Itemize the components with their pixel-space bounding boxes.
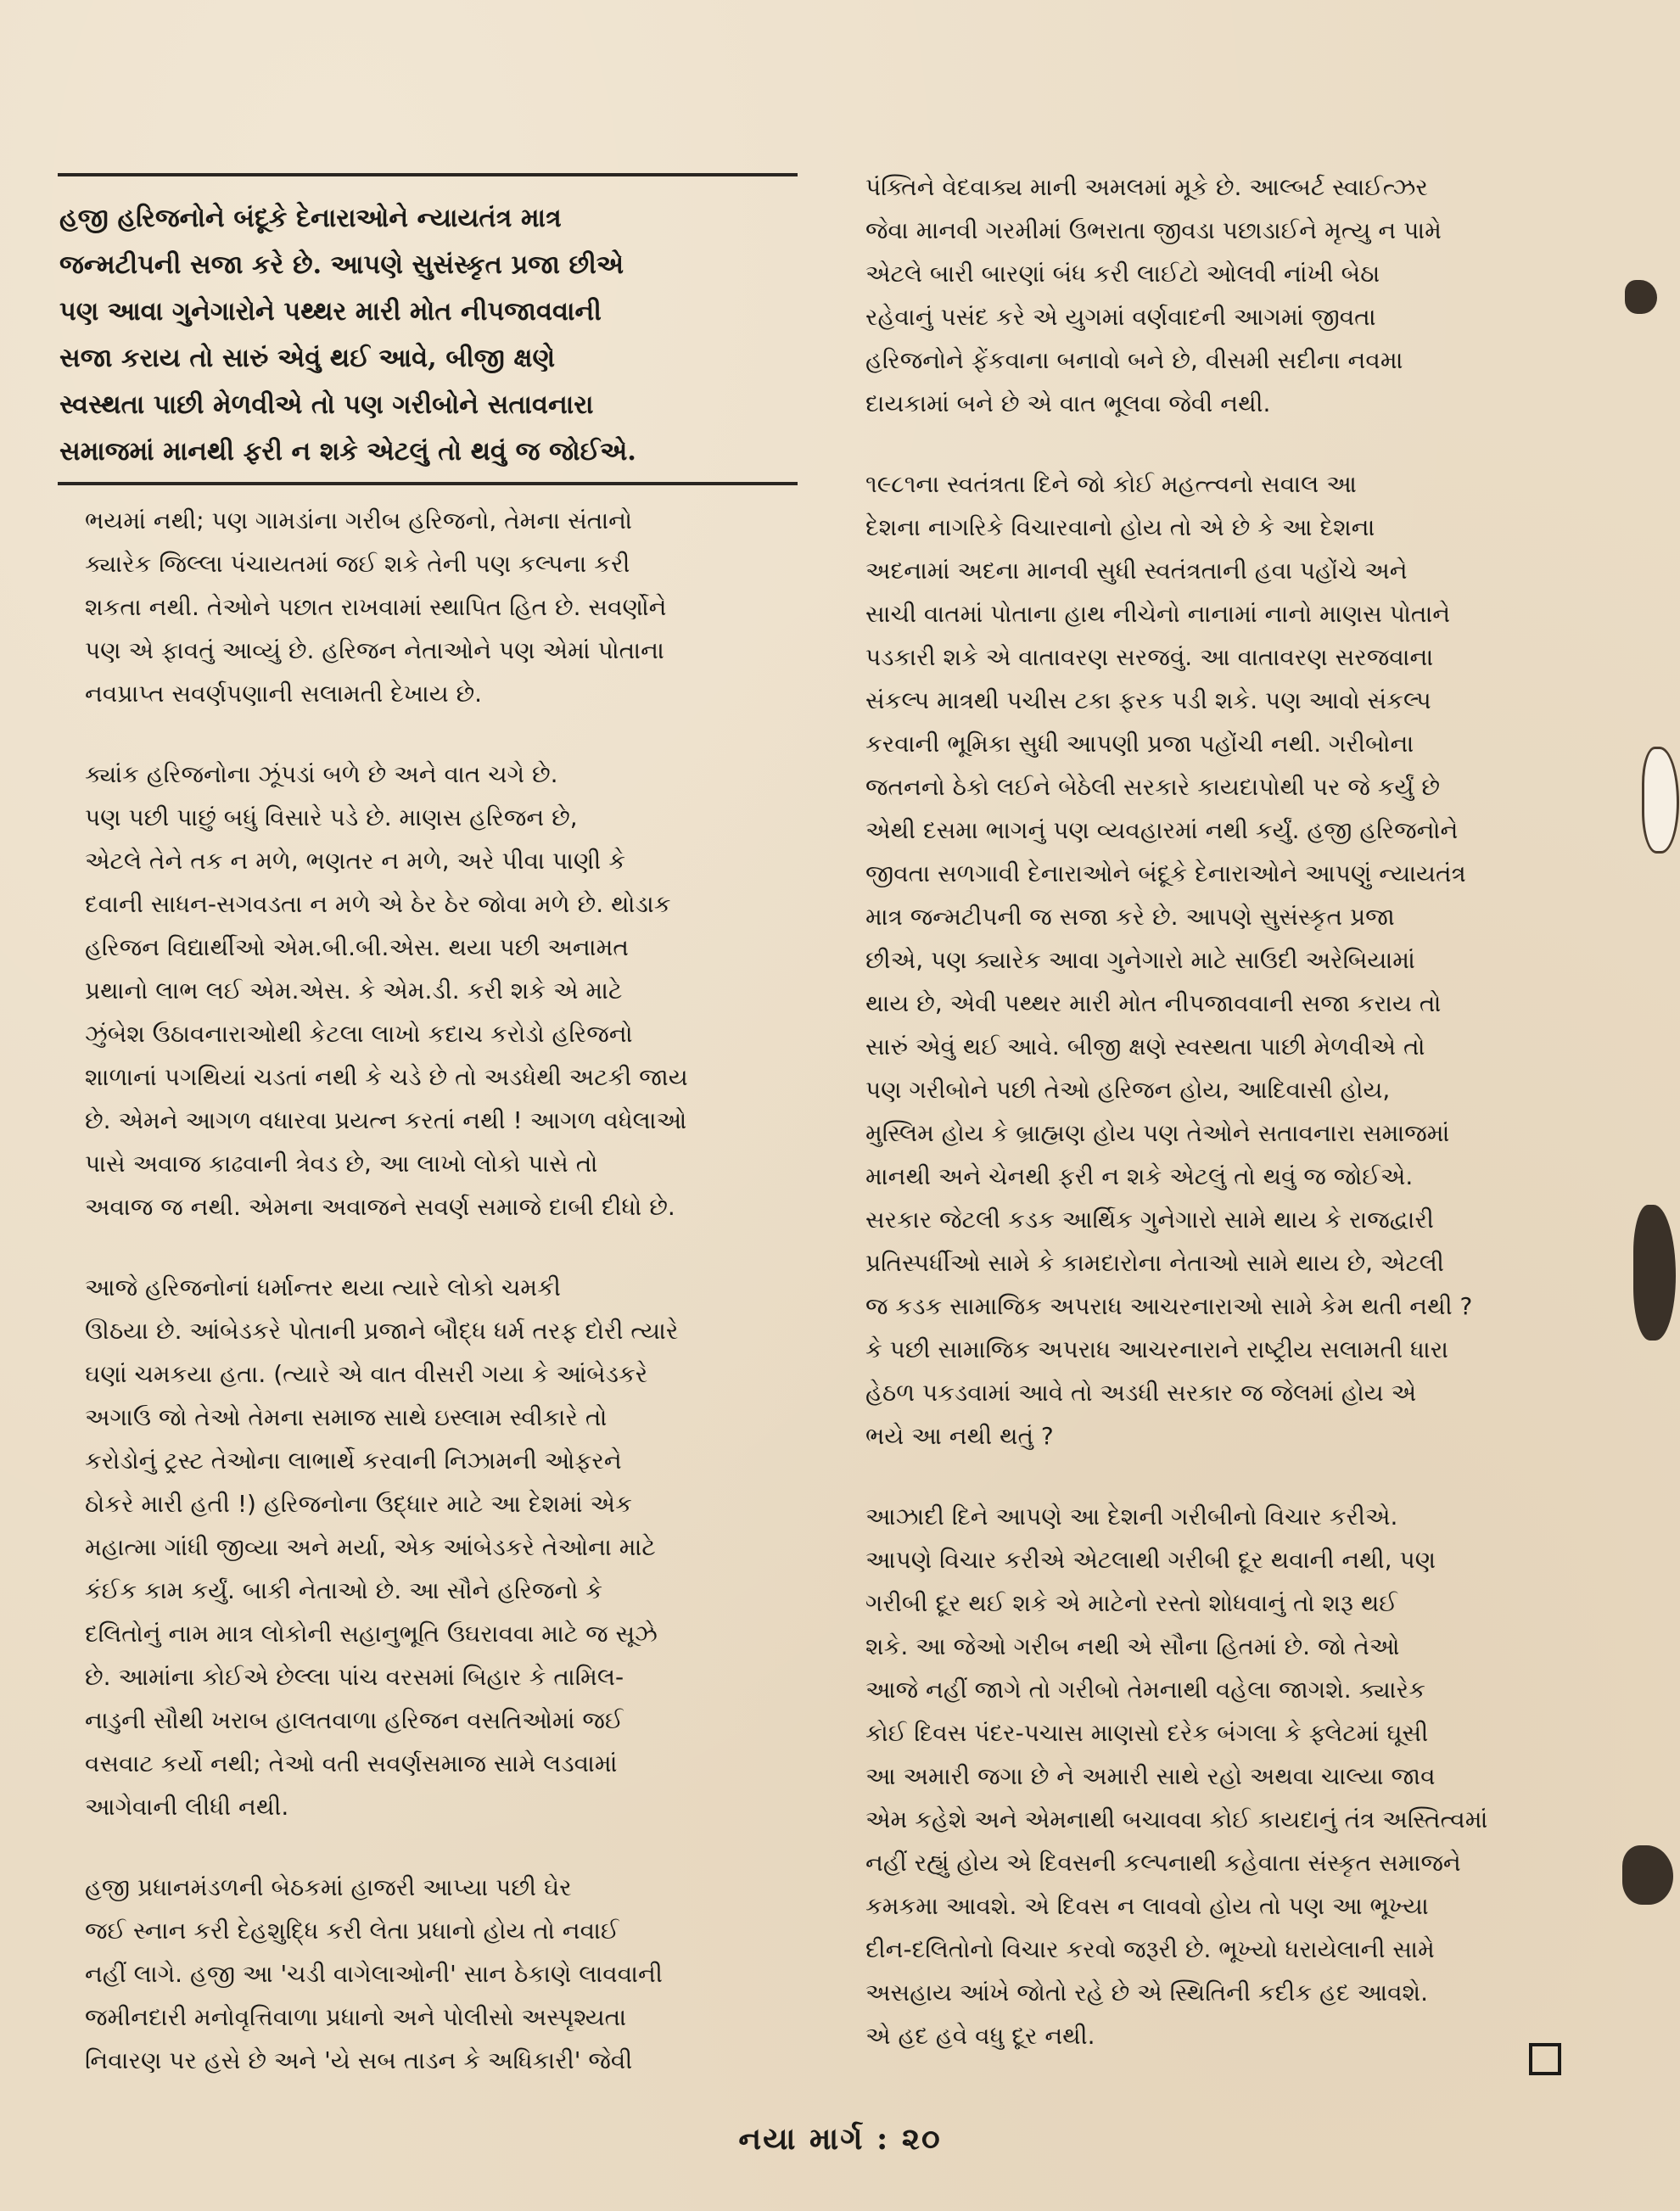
text-line: આ અમારી જગા છે ને અમારી સાથે રહો અથવા ચાલ્યા જાવ: [865, 1762, 1436, 1790]
text-line: નિવારણ પર હસે છે અને 'યે સબ તાડન કે અધિકારી' જેવી: [85, 2046, 633, 2074]
text-line: દલિતોનું નામ માત્ર લોકોની સહાનુભૂતિ ઉઘરાવવા માટે જ સૂઝે: [85, 1620, 658, 1648]
text-line: શકે. આ જેઓ ગરીબ નથી એ સૌના હિતમાં છે. જો તેઓ: [865, 1632, 1400, 1660]
text-line: જેવા માનવી ગરમીમાં ઉભરાતા જીવડા પછાડાઈને મૃત્યુ ન પામે: [865, 216, 1442, 244]
text-line: જઈ સ્નાન કરી દેહશુદ્ધિ કરી લેતા પ્રધાનો હોય તો નવાઈ: [85, 1917, 619, 1945]
text-line: નાડુની સૌથી ખરાબ હાલતવાળા હરિજન વસતિઓમાં જઈ: [85, 1706, 624, 1734]
text-line: ઘણાં ચમકયા હતા. (ત્યારે એ વાત વીસરી ગયા કે આંબેડકરે: [85, 1360, 648, 1388]
text-line: એ હદ હવે વધુ દૂર નથી.: [865, 2022, 1095, 2050]
text-line: અગાઉ જો તેઓ તેમના સમાજ સાથે ઇસ્લામ સ્વીકારે તો: [85, 1403, 608, 1431]
pullquote-line: સ્વસ્થતા પાછી મેળવીએ તો પણ ગરીબોને સતાવનારા: [59, 389, 594, 420]
text-line: શાળાનાં પગથિયાં ચડતાં નથી કે ચડે છે તો અડધેથી અટકી જાય: [85, 1063, 688, 1091]
text-line: એટલે તેને તક ન મળે, ભણતર ન મળે, અરે પીવા પાણી કે: [85, 847, 625, 875]
pullquote-line: સજા કરાય તો સારું એવું થઈ આવે, બીજી ક્ષણે: [59, 343, 556, 373]
text-line: આગેવાની લીધી નથી.: [85, 1793, 289, 1821]
pullquote-line: સમાજમાં માનથી ફરી ન શકે એટલું તો થવું જ જોઈએ.: [59, 436, 636, 467]
pullquote: [59, 195, 798, 475]
text-line: માનથી અને ચેનથી ફરી ન શકે એટલું તો થવું જ જોઈએ.: [865, 1162, 1414, 1190]
text-line: એથી દસમા ભાગનું પણ વ્યવહારમાં નથી કર્યું. હજી હરિજનોને: [865, 816, 1459, 844]
text-line: જતનનો ઠેકો લઈને બેઠેલી સરકારે કાયદાપોથી પર જે કર્યું છે: [865, 773, 1441, 801]
paragraph: [85, 1866, 793, 2082]
text-line: છીએ, પણ ક્યારેક આવા ગુનેગારો માટે સાઉદી અરેબિયામાં: [865, 946, 1415, 974]
left-column: [85, 499, 793, 2082]
pullquote-top-rule: [58, 173, 798, 176]
text-line: દીન-દલિતોનો વિચાર કરવો જરૂરી છે. ભૂખ્યો ધરાયેલાની સામે: [865, 1935, 1435, 1963]
text-line: માત્ર જન્મટીપની જ સજા કરે છે. આપણે સુસંસ્કૃત પ્રજા: [865, 903, 1395, 931]
text-line: પણ ગરીબોને પછી તેઓ હરિજન હોય, આદિવાસી હોય,: [865, 1076, 1391, 1104]
text-line: હરિજન વિદ્યાર્થીઓ એમ.બી.બી.એસ. થયા પછી અનામત: [85, 933, 629, 961]
text-line: કરવાની ભૂમિકા સુધી આપણી પ્રજા પહોંચી નથી. ગરીબોના: [865, 730, 1414, 758]
text-line: ગરીબી દૂર થઈ શકે એ માટેનો રસ્તો શોધવાનું તો શરૂ થઈ: [865, 1589, 1397, 1617]
text-line: હજી પ્રધાનમંડળની બેઠકમાં હાજરી આપ્યા પછી ઘેર: [85, 1873, 572, 1901]
pullquote-bottom-rule: [58, 482, 798, 485]
text-line: સારું એવું થઈ આવે. બીજી ક્ષણે સ્વસ્થતા પાછી મેળવીએ તો: [865, 1033, 1425, 1061]
text-line: કોઈ દિવસ પંદર-પચાસ માણસો દરેક બંગલા કે ફ્લેટમાં ઘૂસી: [865, 1719, 1429, 1747]
text-line: રહેવાનું પસંદ કરે એ યુગમાં વર્ણવાદની આગમાં જીવતા: [865, 303, 1376, 331]
text-line: ૧૯૮૧ના સ્વતંત્રતા દિને જો કોઈ મહત્ત્વનો સવાલ આ: [865, 470, 1357, 498]
text-line: ઝુંબેશ ઉઠાવનારાઓથી કેટલા લાખો કદાચ કરોડો હરિજનો: [85, 1020, 633, 1048]
text-line: કે પછી સામાજિક અપરાધ આચરનારાને રાષ્ટ્રીય સલામતી ધારા: [865, 1335, 1449, 1363]
paper-tear: [1622, 1845, 1673, 1905]
text-line: મહાત્મા ગાંધી જીવ્યા અને મર્યા, એક આંબેડકરે તેઓના માટે: [85, 1533, 656, 1561]
pullquote-line: પણ આવા ગુનેગારોને પથ્થર મારી મોત નીપજાવવાની: [59, 296, 602, 327]
text-line: અસહાય આંખે જોતો રહે છે એ સ્થિતિની કદીક હદ આવશે.: [865, 1979, 1429, 2007]
text-line: સંકલ્પ માત્રથી પચીસ ટકા ફરક પડી શકે. પણ આવો સંકલ્પ: [865, 686, 1431, 714]
text-line: પણ પછી પાછું બધું વિસારે પડે છે. માણસ હરિજન છે,: [85, 803, 578, 831]
paragraph: [85, 1266, 793, 1828]
text-line: હેઠળ પકડવામાં આવે તો અડધી સરકાર જ જેલમાં હોય એ: [865, 1379, 1417, 1407]
paper-tear: [1633, 1205, 1676, 1341]
text-line: મુસ્લિમ હોય કે બ્રાહ્મણ હોય પણ તેઓને સતાવનારા સમાજમાં: [865, 1119, 1450, 1147]
text-line: ભયે આ નથી થતું ?: [865, 1422, 1054, 1450]
paragraph: [865, 462, 1587, 1458]
text-line: ઊઠયા છે. આંબેડકરે પોતાની પ્રજાને બૌદ્ધ ધર્મ તરફ દોરી ત્યારે: [85, 1317, 679, 1345]
text-line: છે. એમને આગળ વધારવા પ્રયત્ન કરતાં નથી ! આગળ વધેલાઓ: [85, 1106, 687, 1134]
paragraph: [85, 499, 793, 715]
text-line: પણ એ ફાવતું આવ્યું છે. હરિજન નેતાઓને પણ એમાં પોતાના: [85, 636, 664, 664]
text-line: ક્યારેક જિલ્લા પંચાયતમાં જઈ શકે તેની પણ કલ્પના કરી: [85, 550, 630, 578]
text-line: અદનામાં અદના માનવી સુધી સ્વતંત્રતાની હવા પહોંચે અને: [865, 557, 1408, 585]
end-of-article-mark: [1529, 2043, 1561, 2075]
text-line: પડકારી શકે એ વાતાવરણ સરજવું. આ વાતાવરણ સરજવાના: [865, 643, 1434, 671]
text-line: નહીં રહ્યું હોય એ દિવસની કલ્પનાથી કહેવાતા સંસ્કૃત સમાજને: [865, 1849, 1461, 1877]
text-line: આઝાદી દિને આપણે આ દેશની ગરીબીનો વિચાર કરીએ.: [865, 1503, 1398, 1531]
text-line: ક્યાંક હરિજનોના ઝૂંપડાં બળે છે અને વાત ચગે છે.: [85, 760, 558, 788]
text-line: જ કડક સામાજિક અપરાધ આચરનારાઓ સામે કેમ થતી નથી ?: [865, 1292, 1473, 1320]
text-line: આજે નહીં જાગે તો ગરીબો તેમનાથી વહેલા જાગશે. ક્યારેક: [865, 1676, 1425, 1704]
right-column: [865, 165, 1587, 2057]
text-line: દવાની સાધન-સગવડતા ન મળે એ ઠેર ઠેર જોવા મળે છે. થોડાક: [85, 890, 671, 918]
text-line: કંઈક કામ કર્યું. બાકી નેતાઓ છે. આ સૌને હરિજનો કે: [85, 1576, 602, 1604]
text-line: ઠોકરે મારી હતી !) હરિજનોના ઉદ્ધાર માટે આ દેશમાં એક: [85, 1490, 632, 1518]
text-line: એટલે બારી બારણાં બંધ કરી લાઈટો ઓલવી નાંખી બેઠા: [865, 260, 1380, 288]
text-line: એમ કહેશે અને એમનાથી બચાવવા કોઈ કાયદાનું તંત્ર અસ્તિત્વમાં: [865, 1805, 1488, 1833]
text-line: છે. આમાંના કોઈએ છેલ્લા પાંચ વરસમાં બિહાર કે તામિલ-: [85, 1663, 624, 1691]
paragraph: [85, 753, 793, 1229]
text-line: નવપ્રાપ્ત સવર્ણપણાની સલામતી દેખાય છે.: [85, 680, 483, 708]
text-line: પાસે અવાજ કાઢવાની ત્રેવડ છે, આ લાખો લોકો પાસે તો: [85, 1150, 598, 1178]
pullquote-line: હજી હરિજનોને બંદૂકે દેનારાઓને ન્યાયતંત્ર માત્ર: [59, 203, 562, 233]
text-line: આપણે વિચાર કરીએ એટલાથી ગરીબી દૂર થવાની નથી, પણ: [865, 1546, 1436, 1574]
text-line: નહીં લાગે. હજી આ 'ચડી વાગેલાઓની' સાન ઠેકાણે લાવવાની: [85, 1960, 663, 1988]
pullquote-line: જન્મટીપની સજા કરે છે. આપણે સુસંસ્કૃત પ્રજા છીએ: [59, 249, 624, 280]
paragraph: [865, 1495, 1587, 2057]
text-line: અવાજ જ નથી. એમના અવાજને સવર્ણ સમાજે દાબી દીધો છે.: [85, 1193, 675, 1221]
text-line: સરકાર જેટલી કડક આર્થિક ગુનેગારો સામે થાય કે રાજદ્વારી: [865, 1206, 1434, 1234]
paper-tear: [1642, 747, 1679, 854]
text-line: પ્રતિસ્પર્ધીઓ સામે કે કામદારોના નેતાઓ સામે થાય છે, એટલી: [865, 1249, 1444, 1277]
text-line: કમકમા આવશે. એ દિવસ ન લાવવો હોય તો પણ આ ભૂખ્યા: [865, 1892, 1429, 1920]
text-line: પંક્તિને વેદવાક્ય માની અમલમાં મૂકે છે. આલ્બર્ટ સ્વાઈત્ઝર: [865, 173, 1428, 201]
text-line: દેશના નાગરિકે વિચારવાનો હોય તો એ છે કે આ દેશના: [865, 513, 1375, 541]
text-line: ભયમાં નથી; પણ ગામડાંના ગરીબ હરિજનો, તેમના સંતાનો: [85, 507, 633, 535]
text-line: આજે હરિજનોનાં ધર્માન્તર થયા ત્યારે લોકો ચમકી: [85, 1273, 561, 1301]
text-line: વસવાટ કર્યો નથી; તેઓ વતી સવર્ણસમાજ સામે લડવામાં: [85, 1749, 618, 1777]
paragraph: [865, 165, 1587, 425]
text-line: સાચી વાતમાં પોતાના હાથ નીચેનો નાનામાં નાનો માણસ પોતાને: [865, 600, 1451, 628]
text-line: હરિજનોને ફેંકવાના બનાવો બને છે, વીસમી સદીના નવમા: [865, 346, 1403, 374]
page-footer: નયા માર્ગ : ૨૦: [738, 2121, 942, 2157]
text-line: કરોડોનું ટ્રસ્ટ તેઓના લાભાર્થે કરવાની નિઝામની ઓફરને: [85, 1447, 622, 1475]
paper-tear: [1625, 280, 1657, 314]
text-line: શકતા નથી. તેઓને પછાત રાખવામાં સ્થાપિત હિત છે. સવર્ણોને: [85, 593, 667, 621]
text-line: જમીનદારી મનોવૃત્તિવાળા પ્રધાનો અને પોલીસો અસ્પૃશ્યતા: [85, 2003, 627, 2031]
text-line: દાયકામાં બને છે એ વાત ભૂલવા જેવી નથી.: [865, 389, 1271, 417]
text-line: પ્રથાનો લાભ લઈ એમ.એસ. કે એમ.ડી. કરી શકે એ માટે: [85, 977, 623, 1005]
text-line: થાય છે, એવી પથ્થર મારી મોત નીપજાવવાની સજા કરાય તો: [865, 989, 1442, 1017]
text-line: જીવતા સળગાવી દેનારાઓને બંદૂકે દેનારાઓને આપણું ન્યાયતંત્ર: [865, 859, 1466, 887]
